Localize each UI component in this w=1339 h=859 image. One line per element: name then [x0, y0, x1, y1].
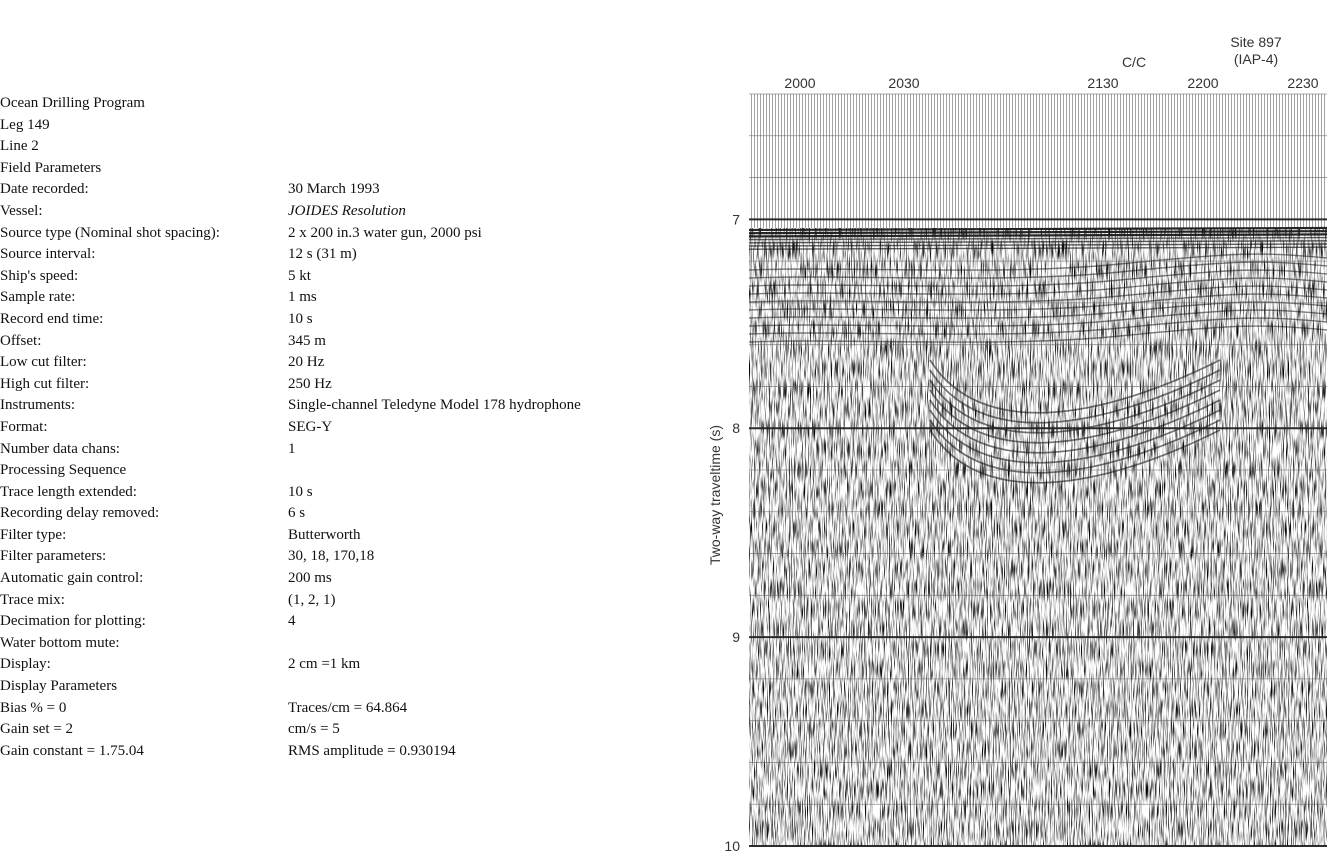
parameter-row [0, 439, 700, 461]
parameter-row [0, 309, 700, 331]
parameter-label: Decimation for plotting: [0, 613, 146, 630]
parameter-label: Line 2 [0, 138, 39, 155]
parameter-value: 5 kt [288, 267, 311, 284]
parameter-row [0, 331, 700, 353]
parameter-label: Water bottom mute: [0, 634, 120, 651]
parameter-label: Recording delay removed: [0, 505, 160, 522]
crossing-label: C/C [1121, 54, 1147, 70]
parameter-value: 30 March 1993 [288, 181, 380, 198]
parameter-value: 12 s (31 m) [288, 246, 357, 263]
sediment-noise [749, 228, 1327, 846]
parameter-label: Trace mix: [0, 591, 65, 608]
shotpoint-label: 2030 [888, 75, 920, 91]
parameter-value: 345 m [288, 332, 326, 349]
parameter-label: Automatic gain control: [0, 570, 144, 587]
field-parameters-list [0, 93, 700, 762]
parameter-label: Ship's speed: [0, 267, 79, 284]
parameter-row [0, 698, 700, 720]
parameter-row [0, 633, 700, 655]
shotpoint-labels [784, 75, 1318, 91]
parameter-value: 1 ms [288, 289, 317, 306]
parameter-value: 2 cm =1 km [288, 656, 361, 673]
parameter-value: 1 [288, 440, 296, 457]
y-axis-ticks [724, 211, 740, 854]
parameter-row [0, 244, 700, 266]
parameter-value: Butterworth [288, 526, 361, 543]
parameter-row [0, 568, 700, 590]
shotpoint-label: 2000 [784, 75, 816, 91]
parameter-label: Display: [0, 656, 51, 673]
parameter-row [0, 417, 700, 439]
site-label: Site 897 [1230, 34, 1282, 50]
parameter-value: SEG-Y [288, 418, 333, 435]
parameter-value: Traces/cm = 64.864 [288, 699, 408, 716]
parameter-label: Source interval: [0, 246, 96, 263]
parameter-row [0, 266, 700, 288]
parameter-value: (1, 2, 1) [288, 591, 336, 608]
parameter-label: Low cut filter: [0, 354, 87, 371]
parameter-row [0, 136, 700, 158]
parameter-row [0, 525, 700, 547]
parameter-row [0, 115, 700, 137]
parameter-value: cm/s = 5 [288, 721, 340, 738]
parameter-row [0, 395, 700, 417]
parameter-row [0, 546, 700, 568]
parameter-row [0, 374, 700, 396]
parameter-label: Ocean Drilling Program [0, 95, 145, 111]
site-sublabel: (IAP-4) [1233, 51, 1279, 67]
parameter-row [0, 93, 700, 115]
parameter-row [0, 158, 700, 180]
parameter-value: 4 [288, 613, 296, 630]
water-column-traces [749, 94, 1327, 228]
parameter-label: Date recorded: [0, 181, 89, 198]
parameter-label: Format: [0, 418, 48, 435]
parameter-label: Sample rate: [0, 289, 76, 306]
parameter-row [0, 482, 700, 504]
parameter-row [0, 741, 700, 763]
y-tick-label: 10 [724, 838, 740, 854]
parameter-value: JOIDES Resolution [288, 202, 406, 219]
parameter-value: 20 Hz [288, 354, 325, 371]
parameter-row [0, 654, 700, 676]
parameter-value: 6 s [288, 505, 306, 522]
seismic-section [700, 0, 1339, 859]
parameter-label: Leg 149 [0, 116, 50, 133]
parameter-label: Filter parameters: [0, 548, 107, 565]
parameter-label: Number data chans: [0, 440, 120, 457]
seismic-section-figure [700, 0, 1339, 859]
parameter-label: Gain constant = 1.75.04 [0, 742, 144, 759]
parameter-label: Vessel: [0, 202, 43, 219]
parameter-label: Gain set = 2 [0, 721, 74, 738]
parameter-row [0, 611, 700, 633]
parameter-row [0, 201, 700, 223]
parameter-value: 2 x 200 in.3 water gun, 2000 psi [288, 224, 482, 241]
seismic-data-area [749, 94, 1327, 846]
shotpoint-label: 2230 [1287, 75, 1319, 91]
parameter-value: 250 Hz [288, 375, 332, 392]
parameter-row [0, 676, 700, 698]
parameter-label: Record end time: [0, 310, 104, 327]
parameter-value: 200 ms [288, 570, 332, 587]
parameter-row [0, 287, 700, 309]
parameter-label: High cut filter: [0, 375, 90, 392]
parameter-label: Field Parameters [0, 159, 102, 176]
y-tick-label: 7 [732, 211, 740, 228]
y-tick-label: 9 [732, 629, 740, 646]
y-axis-label: Two-way traveltime (s) [707, 424, 723, 566]
parameter-row [0, 179, 700, 201]
parameter-row [0, 590, 700, 612]
parameter-row [0, 719, 700, 741]
parameter-value: 10 s [288, 483, 313, 500]
parameter-label: Trace length extended: [0, 483, 137, 500]
parameter-row [0, 223, 700, 245]
parameter-label: Offset: [0, 332, 42, 349]
parameter-row [0, 352, 700, 374]
parameter-label: Processing Sequence [0, 462, 127, 479]
y-tick-label: 8 [732, 420, 740, 437]
parameter-row [0, 503, 700, 525]
parameter-value: 10 s [288, 310, 313, 327]
parameter-label: Filter type: [0, 526, 67, 543]
parameter-row [0, 460, 700, 482]
parameter-value: RMS amplitude = 0.930194 [288, 742, 456, 759]
parameter-label: Bias % = 0 [0, 699, 67, 716]
parameter-label: Source type (Nominal shot spacing): [0, 224, 220, 241]
shotpoint-label: 2130 [1087, 75, 1119, 91]
parameter-value: Single-channel Teledyne Model 178 hydrophone [288, 397, 581, 414]
parameter-value: 30, 18, 170,18 [288, 548, 375, 565]
shotpoint-label: 2200 [1187, 75, 1219, 91]
parameter-label: Instruments: [0, 397, 75, 414]
parameter-label: Display Parameters [0, 678, 118, 695]
